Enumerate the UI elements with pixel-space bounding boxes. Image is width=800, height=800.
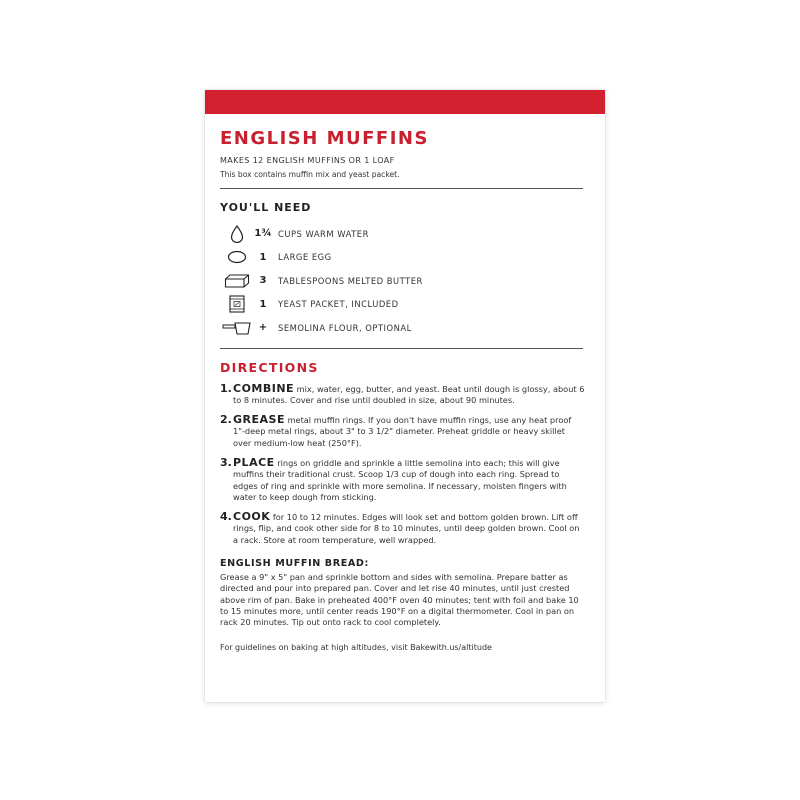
direction-step [220, 511, 585, 546]
ingredient-label: LARGE EGG [278, 252, 332, 263]
ingredient-item [220, 222, 585, 246]
step-body: rings on griddle and sprinkle a little semolina into each; this will give muffins their traditional crust. Scoop 1/3 cup of dough into each ring. Spread to edges of ring and sprinkle with more semolina. If necessary, moisten fingers with water to keep dough from sticking. [233, 457, 567, 502]
direction-step [220, 457, 585, 503]
ingredient-qty: 1 [259, 298, 267, 310]
step-heading: COOK [233, 510, 271, 524]
step-number: 4. [220, 510, 232, 524]
step-number: 3. [220, 455, 232, 469]
ingredient-label: TABLESPOONS MELTED BUTTER [278, 275, 423, 286]
step-text [233, 511, 585, 546]
step-text [233, 457, 585, 503]
step-heading: PLACE [233, 455, 275, 469]
red-top-band [205, 90, 605, 114]
altitude-note: For guidelines on baking at high altitudes, visit Bakewith.us/altitude [220, 642, 492, 652]
ingredient-label: SEMOLINA FLOUR, OPTIONAL [278, 322, 412, 333]
step-body: for 10 to 12 minutes. Edges will look set and bottom golden brown. Lift off rings, flip, and cook other side for 8 to 10 minutes, until deep golden brown. Cool on a rack. Store at room temperature, well wrapped. [233, 512, 580, 545]
divider [220, 348, 583, 349]
ingredient-qty: + [258, 322, 268, 334]
ingredient-item [220, 246, 585, 270]
ingredient-qty: 1¾ [254, 228, 272, 240]
bread-instructions: Grease a 9" x 5" pan and sprinkle bottom and sides with semolina. Prepare batter as directed and pour into prepared pan. Cover and let rise 40 minutes, until just crested above rim of pan. Bake in preheated 400°F oven 40 minutes; tent with foil and bake 10 to 15 minutes more, until center reads 190°F on a digital thermometer. Cool in pan on rack 20 minutes. Tip out onto rack to cool completely. [220, 572, 579, 628]
box-contents-text: This box contains muffin mix and yeast packet. [220, 170, 400, 179]
step-number: 2. [220, 413, 232, 427]
youll-need-heading: YOU'LL NEED [220, 201, 312, 214]
ingredient-label: YEAST PACKET, INCLUDED [278, 299, 399, 310]
ingredient-qty: 3 [259, 275, 267, 287]
directions-heading: DIRECTIONS [220, 359, 319, 375]
recipe-box-panel [205, 90, 605, 702]
yield-text: MAKES 12 ENGLISH MUFFINS OR 1 LOAF [220, 156, 395, 165]
step-body: metal muffin rings. If you don't have muffin rings, use any heat proof 1"-deep metal rings, about 3" to 3 1/2" diameter. Preheat griddle or heavy skillet over medium-low heat (250°F). [233, 415, 572, 448]
ingredient-item [220, 293, 585, 317]
divider [220, 188, 583, 189]
bread-heading: ENGLISH MUFFIN BREAD: [220, 558, 369, 570]
ingredient-item [220, 316, 585, 340]
step-text [233, 383, 585, 407]
step-heading: GREASE [233, 413, 285, 427]
direction-step [220, 414, 585, 449]
directions-list [220, 383, 585, 547]
recipe-title: ENGLISH MUFFINS [220, 128, 429, 149]
butter-stick-icon [220, 273, 254, 289]
step-text [233, 414, 585, 449]
ingredient-label: CUPS WARM WATER [278, 228, 369, 239]
measuring-cup-icon [220, 320, 254, 336]
egg-icon [220, 250, 254, 264]
recipe-content [220, 114, 585, 653]
step-body: mix, water, egg, butter, and yeast. Beat until dough is glossy, about 6 to 8 minutes. Cover and rise until doubled in size, about 90 minutes. [233, 383, 585, 405]
ingredient-list [220, 222, 585, 340]
water-drop-icon [220, 225, 254, 243]
yeast-packet-icon [220, 294, 254, 314]
step-number: 1. [220, 381, 232, 395]
step-heading: COMBINE [233, 381, 295, 395]
ingredient-item [220, 269, 585, 293]
ingredient-qty: 1 [259, 251, 267, 263]
direction-step [220, 383, 585, 407]
